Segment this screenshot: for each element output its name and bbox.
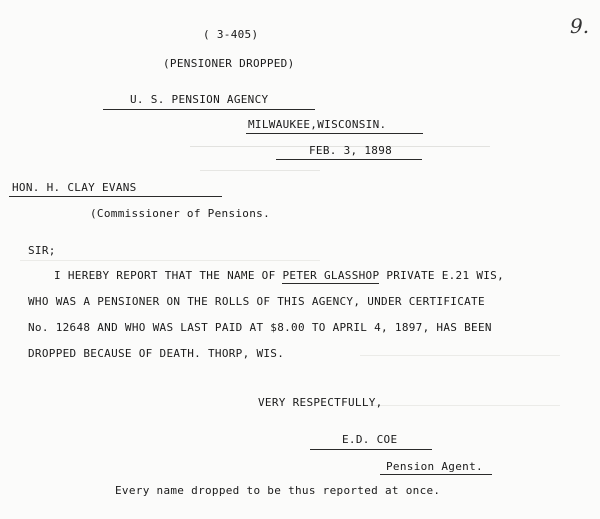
closing: VERY RESPECTFULLY, (258, 396, 383, 409)
letter-date: FEB. 3, 1898 (309, 144, 393, 157)
recipient-name: HON. H. CLAY EVANS (12, 181, 137, 194)
agency-underline (103, 109, 315, 110)
body-line-3: No. 12648 AND WHO WAS LAST PAID AT $8.00 TO APRIL 4, 1897, HAS BEEN (28, 321, 492, 334)
pensioner-name: PETER GLASSHOP (282, 269, 380, 282)
signatory-title-underline (380, 474, 492, 475)
form-number: ( 3-405) (203, 28, 259, 41)
location: MILWAUKEE,WISCONSIN. (248, 118, 387, 131)
form-title: (PENSIONER DROPPED) (163, 57, 295, 70)
body-line-2: WHO WAS A PENSIONER ON THE ROLLS OF THIS AGENCY, UNDER CERTIFICATE (28, 295, 485, 308)
signatory-title: Pension Agent. (386, 460, 483, 473)
signature: E.D. COE (342, 433, 398, 446)
agency-name: U. S. PENSION AGENCY (130, 93, 269, 106)
salutation: SIR; (28, 244, 56, 257)
recipient-title: (Commissioner of Pensions. (90, 207, 270, 220)
footer-note: Every name dropped to be thus reported at once. (115, 484, 441, 497)
body-line-1-post: PRIVATE E.21 WIS, (386, 269, 505, 282)
recipient-underline (9, 196, 222, 197)
body-line-1 (54, 269, 504, 283)
date-underline (276, 159, 422, 160)
location-underline (246, 133, 423, 134)
page-number: 9. (570, 14, 590, 38)
body-line-1-pre: I HEREBY REPORT THAT THE NAME OF (54, 269, 276, 282)
body-line-4: DROPPED BECAUSE OF DEATH. THORP, WIS. (28, 347, 285, 360)
signature-underline (310, 449, 432, 450)
